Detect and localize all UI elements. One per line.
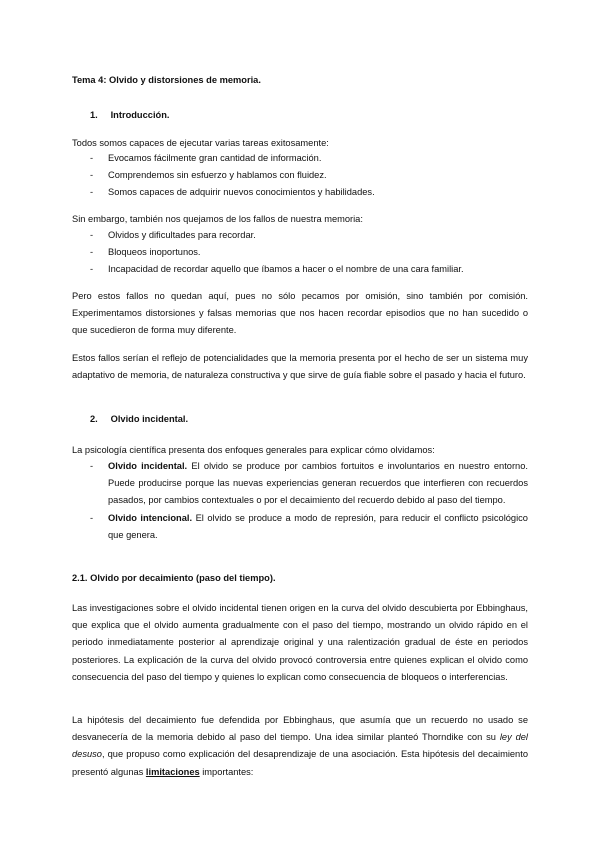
bullet-list — [90, 458, 528, 544]
paragraph-text: La hipótesis del decaimiento fue defendida por Ebbinghaus, que asumía que un recuerdo no usado se desvanecería de la memoria debido al paso del tiempo. Una idea similar planteó Thorndike con su — [72, 715, 528, 743]
paragraph: Pero estos fallos no quedan aquí, pues no sólo pecamos por omisión, sino también por comisión. Experimentamos distorsiones y falsas memorias que nos hacen recordar episodios que no han sucedido o que sucedieron de forma muy diferente. — [72, 291, 528, 336]
list-item — [90, 244, 528, 261]
document-title: Tema 4: Olvido y distorsiones de memoria. — [72, 75, 261, 85]
list-item — [90, 184, 528, 201]
term-olvido-incidental: Olvido incidental. — [108, 461, 188, 471]
list-item — [90, 458, 528, 510]
paragraph: Las investigaciones sobre el olvido incidental tienen origen en la curva del olvido descubierta por Ebbinghaus, que explica que el olvido aumenta gradualmente con el paso del tiempo, mostrando un olvido rápido en el periodo inmediatamente posterior al aprendizaje original y una ralentización gradual de éste en periodos posteriores. La explicación de la curva del olvido provocó controversia entre quienes explican el olvido como consecuencia del paso del tiempo y quienes lo explican como consecuencia de bloqueos o interferencias. — [72, 603, 528, 682]
list-item-text: El olvido se produce a modo de represión, para reducir el conflicto psicológico que genera. — [108, 512, 528, 540]
paragraph: La psicología científica presenta dos enfoques generales para explicar cómo olvidamos: — [72, 445, 435, 455]
list-item — [90, 167, 528, 184]
list-item — [90, 510, 528, 544]
bullet-list — [90, 150, 528, 202]
italic-term: ley del desuso — [72, 732, 528, 760]
section-heading-introduccion — [90, 107, 169, 124]
list-item-text: Olvidos y dificultades para recordar. — [108, 230, 256, 240]
list-item — [90, 227, 528, 244]
paragraph: Estos fallos serían el reflejo de potencialidades que la memoria presenta por el hecho de ser un sistema muy adaptativo de memoria, de naturaleza constructiva y que sirve de guía fiable sobre el pasado y hacia el futuro. — [72, 353, 528, 381]
paragraph — [72, 712, 528, 781]
dash-marker: - — [90, 170, 94, 181]
list-item-text: Evocamos fácilmente gran cantidad de información. — [108, 153, 322, 163]
paragraph-text: importantes: — [199, 766, 254, 777]
dash-marker: - — [90, 187, 94, 198]
term-olvido-intencional: Olvido intencional. — [108, 512, 193, 523]
list-item-text: El olvido se produce por cambios fortuitos e involuntarios en nuestro entorno. Puede producirse porque las nuevas experiencias generan recuerdos que interfieren con recuerdos pasados, por cambios contextuales o por el decaimiento del recuerdo debido al paso del tiempo. — [108, 461, 528, 506]
paragraph: Todos somos capaces de ejecutar varias tareas exitosamente: — [72, 138, 329, 148]
list-item-text: Comprendemos sin esfuerzo y hablamos con fluidez. — [108, 170, 327, 181]
list-item — [90, 150, 528, 167]
section-title: Olvido incidental. — [110, 414, 189, 424]
dash-marker: - — [90, 247, 94, 258]
subsection-heading: 2.1. Olvido por decaimiento (paso del tiempo). — [72, 573, 276, 583]
section-title: Introducción. — [110, 110, 170, 120]
paragraph: Sin embargo, también nos quejamos de los fallos de nuestra memoria: — [72, 214, 363, 224]
list-item-text: Bloqueos inoportunos. — [108, 247, 201, 258]
dash-marker: - — [90, 264, 94, 275]
dash-marker: - — [90, 153, 94, 163]
bullet-list — [90, 227, 528, 279]
section-number: 1. — [90, 110, 98, 120]
list-item — [90, 261, 528, 278]
underlined-term: limitaciones — [145, 766, 200, 777]
list-item-text: Incapacidad de recordar aquello que íbamos a hacer o el nombre de una cara familiar. — [108, 264, 464, 275]
list-item-text: Somos capaces de adquirir nuevos conocimientos y habilidades. — [108, 187, 375, 198]
dash-marker: - — [90, 512, 94, 523]
section-number: 2. — [90, 414, 98, 424]
dash-marker: - — [90, 230, 94, 240]
paragraph-text: , que propuso como explicación del desaprendizaje de una asociación. Esta hipótesis del decaimiento presentó algunas — [72, 749, 528, 777]
dash-marker: - — [90, 461, 94, 471]
section-heading-olvido-incidental — [90, 411, 188, 428]
